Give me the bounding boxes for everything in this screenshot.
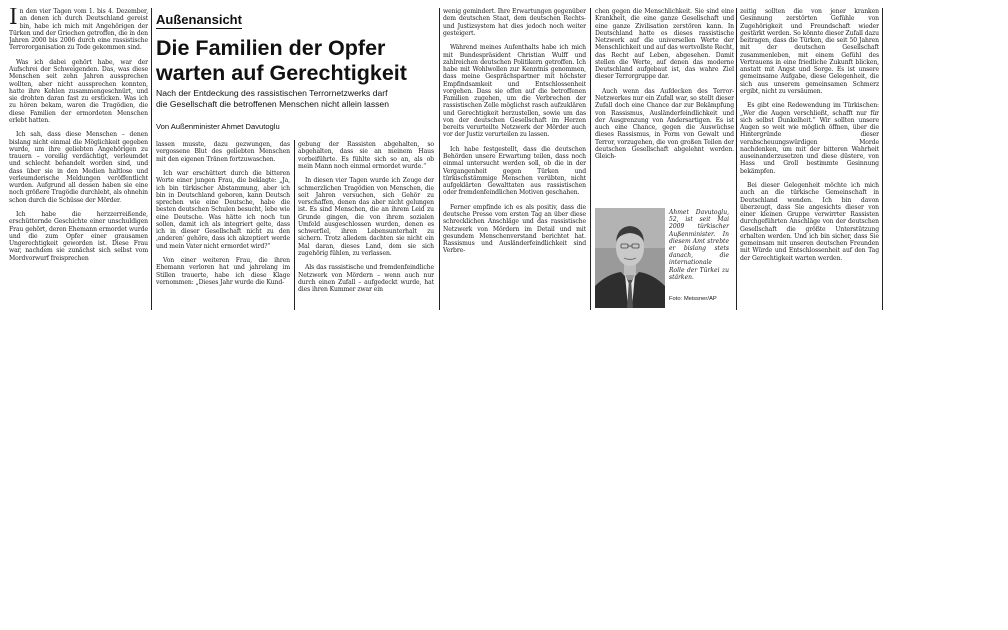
paragraph: Bei dieser Gelegenheit möchte ich mich auch an die türkische Gemeinschaft in Deutschland wenden. Ich bin davon überzeugt, dass Sie angesichts dieser von einer kleinen Gruppe verwirrter Rassisten durchgeführten Anschläge von der deutschen Gesellschaft die größte Unterstützung erhalten werden. Und ich bin sicher, dass Sie gemeinsam mit unseren deutschen Freunden mit Würde und Entschlossenheit auf den Tag der Gerechtigkeit warten werden.: [740, 182, 879, 262]
paragraph: In den vier Tagen vom 1. bis 4. Dezember, an denen ich durch Deutschland gereist bin, habe ich mich mit Angehörigen der Türken und der Griechen getroffen, die in den Jahren 2000 bis 2006 durch eine rassistische Terrororganisation zu Tode gekommen sind.: [9, 8, 148, 52]
article-column-6: [740, 8, 879, 308]
article-column-4: [443, 8, 586, 308]
column-rule: [439, 8, 440, 310]
portrait-image: [595, 208, 665, 308]
drop-cap: I: [9, 8, 18, 30]
paragraph: Ich sah, dass diese Menschen – denen bislang nicht einmal die Möglichkeit gegeben wurde, um ihre geliebten Angehörigen zu trauern – voreilig verdächtigt, verleumdet und schlecht behandelt worden sind, und dass über sie in den Medien haltlose und verleumderische Meldungen veröffentlicht wurden. Aufgrund all dessen haben sie eine noch größere Tragödie durchlebt, als ohnehin schon durch die Schüsse der Mörder.: [9, 131, 148, 204]
paragraph: Ich habe festgestellt, dass die deutschen Behörden unsere Erwartung teilen, dass noch einmal untersucht werden soll, ob die in der Vergangenheit gegen Türken und türkischstämmige Menschen verübten, nicht aufgeklärten Gewalttaten aus rassistischen oder fremdenfeindlichen Motiven geschahen.: [443, 145, 586, 197]
author-photo: [595, 208, 665, 308]
article-column-3: [298, 141, 434, 309]
photo-credit: Foto: Meissner/AP: [669, 296, 717, 302]
column-rule: [151, 8, 152, 310]
article-column-1: [9, 8, 148, 308]
paragraph: Während meines Aufenthalts habe ich mich mit Bundespräsident Christian Wulff und zahlreichen deutschen Politikern getroffen. Ich habe mit Wohlwollen zur Kenntnis genommen, dass meine Gesprächspartner mit höchster Empfindsamkeit und Entschlossenheit vorgehen. Dass sie offen auf die betroffenen Familien zugehen, um die Verbrechen der rassistischen Zelle möglichst rasch aufzuklären und Gerechtigkeit herzustellen, sowie um das von der deutschen Gesellschaft im Herzen bereits verurteilte Netzwerk der Mörder auch vor der Justiz verurteilen zu lassen.: [443, 44, 586, 139]
article-column-5: [595, 8, 734, 204]
column-rule: [294, 140, 295, 310]
deck: [156, 88, 432, 110]
photo-caption: Ahmet Davutoglu, 52, ist seit Mai 2009 türkischer Außenminister. In diesem Amt strebte er bislang stets danach, die internationale Rolle der Türkei zu stärken.: [669, 209, 729, 281]
headline-line: warten auf Gerechtigkeit: [156, 61, 407, 85]
paragraph: wenig gemindert. Ihre Erwartungen gegenüber dem deutschen Staat, dem deutschen Rechts- und Justizsystem hat dies jedoch noch weiter gesteigert.: [443, 8, 586, 37]
column-rule: [736, 8, 737, 310]
paragraph: gebung der Rassisten abgehalten, so abgehalten, dass sie an meinem Haus vorbeiführte. Es fühlte sich so an, als ob mein Mann noch einmal ermordet wurde.“: [298, 141, 434, 170]
paragraph: Ich habe die herzzerreißende, erschütternde Geschichte einer unschuldigen Frau gehört, deren Ehemann ermordet wurde und die zum Opfer einer grausamen Ungerechtigkeit geworden ist. Diese Frau war, nachdem sie zunächst sich selbst vom Mordvorwurf freisprechen: [9, 211, 148, 262]
byline: Von Außenminister Ahmet Davutoglu: [156, 122, 280, 131]
paragraph: Ferner empfinde ich es als positiv, dass die deutsche Presse vom ersten Tag an über diese schrecklichen Anschläge und das rassistische Netzwerk von Mördern im Detail und mit gesundem Menschenverstand berichtet hat. Rassismus und Ausländerfeindlichkeit sind Verbre-: [443, 203, 586, 255]
deck-line: die Gesellschaft die betroffenen Menschen nicht allein lassen: [156, 99, 389, 109]
column-rule: [882, 8, 883, 310]
paragraph: In diesen vier Tagen wurde ich Zeuge der schmerzlichen Tragödien von Menschen, die seit Jahren versuchen, sich Gehör zu verschaffen, denen das aber nicht gelungen ist. Es sind Menschen, die an ihrem Leid zu Grunde gingen, die von ihrem sozialen Umfeld ausgeschlossen wurden, denen es schwerfiel, ihren Lebensunterhalt zu sichern. Trotz alledem dachten sie nicht ein Mal daran, dieses Land, dem sie sich zugehörig fühlen, zu verlassen.: [298, 177, 434, 257]
headline: [156, 36, 432, 86]
paragraph: chen gegen die Menschlichkeit. Sie sind eine Krankheit, die eine ganze Gesellschaft und eine ganze Zivilisation zerstören kann. In Deutschland hatte es dieses rassistische Netzwerk auf die universellen Werte der Menschlichkeit und auf das wertvollste Recht, das Recht auf Leben, abgesehen. Damit stellen die Werte, auf denen das moderne Deutschland aufgebaut ist, das wahre Ziel dieser Terrorgruppe dar.: [595, 8, 734, 81]
paragraph: lassen musste, dazu gezwungen, das vergossene Blut des geliebten Menschen mit den eigenen Tränen fortzuwaschen.: [156, 141, 290, 163]
deck-line: Nach der Entdeckung des rassistischen Terrornetzwerks darf: [156, 88, 388, 98]
headline-line: Die Familien der Opfer: [156, 36, 386, 60]
section-kicker: Außenansicht: [156, 12, 242, 27]
paragraph: Was ich dabei gehört habe, war der Aufschrei der Schweigenden. Das, was diese Menschen seit zehn Jahren aussprechen wollten, aber nicht aussprechen konnten, hatte ihre Kehlen zusammengeschnürt, und sie drohten daran fast zu ersticken. Was ich zu hören bekam, waren die Tragödien, die diese Familien der ermordeten Menschen erlebt hatten.: [9, 58, 148, 124]
paragraph: Von einer weiteren Frau, die ihren Ehemann verloren hat und jahrelang im Stillen trauerte, habe ich diese Klage vernommen: „Dieses Jahr wurde die Kund-: [156, 257, 290, 286]
paragraph: Es gibt eine Redewendung im Türkischen: „Wer die Augen verschließt, schafft nur für sich selbst Dunkelheit.“ Wir sollten unsere Augen so weit wie möglich öffnen, über die Hintergründe dieser verabscheuungswürdigen Morde nachdenken, um mit der bitteren Wahrheit auseinanderzusetzen und diese düstere, von Hass und Groll bestimmte Gesinnung bekämpfen.: [740, 102, 879, 175]
article-column-2: [156, 141, 290, 309]
paragraph: Auch wenn das Aufdecken des Terror-Netzwerkes nur ein Zufall war, so stellt dieser Zufall doch eine Chance dar zur Bekämpfung von Rassismus, Ausländerfeindlichkeit und der Ausgrenzung von Andersartigen. Es ist auch eine Chance, gegen die Auswüchse dieses Rassismus, in Form von Gewalt und Terror, vorzugehen, die von großen Teilen der deutschen Gesellschaft abgelehnt werden. Gleich-: [595, 87, 734, 160]
paragraph: Ich war erschüttert durch die bitteren Worte einer jungen Frau, die beklagte: „Ja, ich bin türkischer Abstammung, aber ich bin in Deutschland geboren, kann Deutsch sprechen wie eine Deutsche, habe die besten deutschen Schulen besucht, lebe wie eine Deutsche. Was hätte ich noch tun sollen, damit ich als integriert gelte, dass ich in dieser Gesellschaft nicht zu den ‚anderen‘ gehöre, dass ich akzeptiert werde und mein Vater nicht ermordet wird?“: [156, 170, 290, 250]
paragraph: zeitig sollten die von jener kranken Gesinnung zerstörten Gefühle von Zugehörigkeit und Freundschaft wieder gestärkt werden. So könnte dieser Zufall dazu beitragen, dass die Türken, die seit 50 Jahren mit der deutschen Gesellschaft zusammenleben, mit einem Gefühl des Vertrauens in eine friedliche Zukunft blicken, anstatt mit Angst und Sorge. Es ist unsere gemeinsame Aufgabe, diese Gelegenheit, die sich aus unserem gemeinsamen Schmerz ergibt, nicht zu versäumen.: [740, 8, 879, 95]
column-rule: [590, 8, 591, 310]
paragraph: Als das rassistische und fremdenfeindliche Netzwerk von Mördern – wenn auch nur durch einen Zufall – aufgedeckt wurde, hat dies ihren Kummer zwar ein: [298, 264, 434, 293]
